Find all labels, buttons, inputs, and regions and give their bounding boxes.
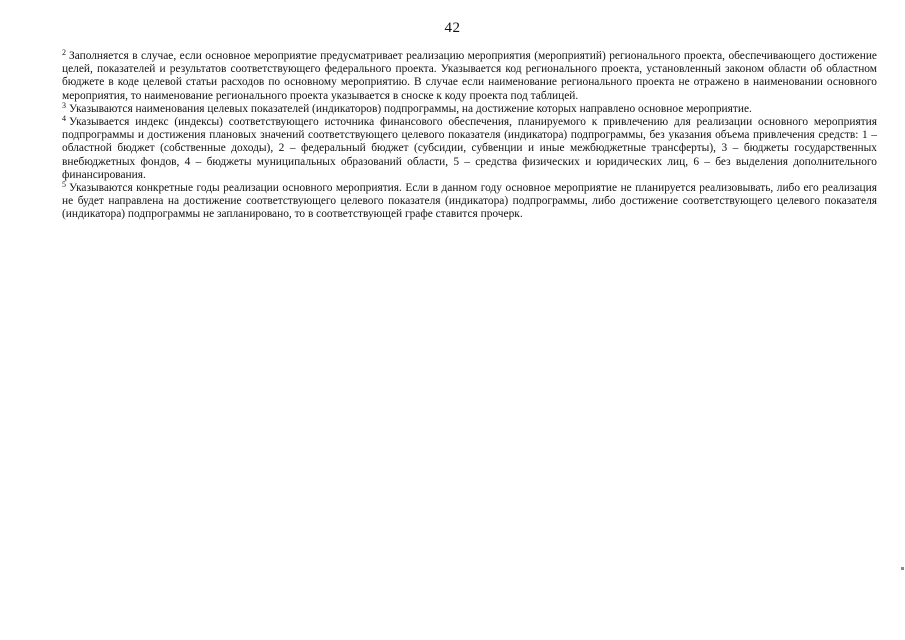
footnotes-block xyxy=(62,50,877,222)
footnote-5 xyxy=(62,182,877,222)
footnote-3 xyxy=(62,100,877,116)
footnote-text: Указываются конкретные годы реализации основного мероприятия. Если в данном году основное мероприятие не планируется реализовывать, либо его реализация не будет направлена на достижение соответствующего целевого показателя (индикатора) подпрограммы, либо достижение соответствующего целевого показателя (индикатора) подпрограммы не запланировано, то в соответствующей графе ставится прочерк. xyxy=(62,182,877,221)
footnote-text: Указывается индекс (индексы) соответствующего источника финансового обеспечения, планируемого к привлечению для реализации основного мероприятия подпрограммы и достижения плановых значений соответствующего целевого показателя (индикатора) подпрограммы, без указания объема привлечения средств: 1 – областной бюджет (собственные доходы), 2 – федеральный бюджет (субсидии, субвенции и иные межбюджетные трансферты), 3 – бюджеты государственных внебюджетных фондов, 4 – бюджеты муниципальных образований области, 5 – средства физических и юридических лиц, 6 – без выделения дополнительного финансирования. xyxy=(62,116,877,181)
page-number: 42 xyxy=(444,20,461,36)
footnote-2 xyxy=(62,50,877,103)
footnote-4 xyxy=(62,116,877,182)
footnote-marker: 5 xyxy=(62,180,66,190)
footnote-marker: 2 xyxy=(62,48,66,57)
footnote-text: Указываются наименования целевых показателей (индикаторов) подпрограммы, на достижение которых направлено основное мероприятие. xyxy=(69,102,752,115)
footnote-text: Заполняется в случае, если основное мероприятие предусматривает реализацию мероприятия (мероприятий) регионального проекта, обеспечивающего достижение целей, показателей и результатов соответствующего федерального проекта. Указывается код регионального проекта, установленный законом области об областном бюджете в коде целевой статьи расходов по основному мероприятию. В случае если наименование регионального проекта не отражено в наименовании основного мероприятия, то наименование регионального проекта указывается в сноске к коду проекта под таблицей. xyxy=(62,50,877,102)
scan-mark xyxy=(901,567,904,570)
footnote-marker: 4 xyxy=(62,114,66,124)
footnote-marker: 3 xyxy=(62,100,66,110)
